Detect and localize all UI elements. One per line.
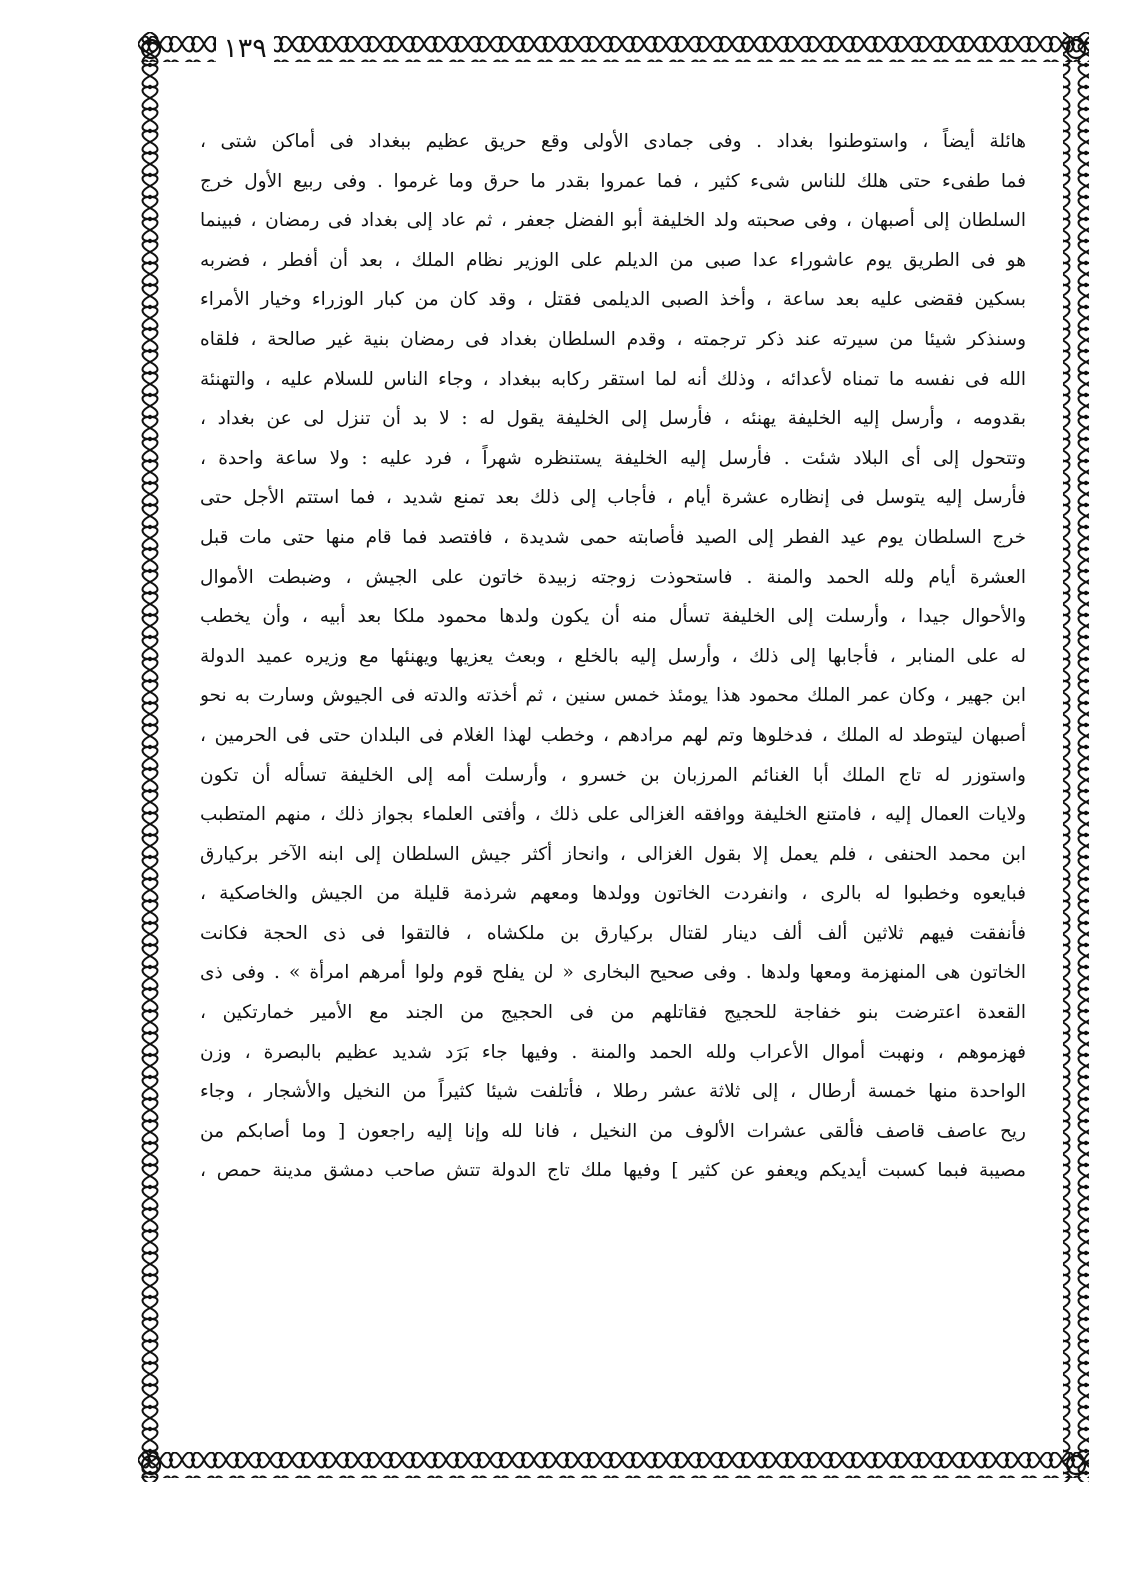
page-number: ١٣٩ <box>216 32 274 66</box>
text-line: فما طفىء حتى هلك للناس شىء كثير ، فما عمروا بقدر ما حرق وما غرموا . وفى ربيع الأول خرج <box>200 170 1026 192</box>
text-line: أصبهان ليتوطد له الملك ، فدخلوها وتم لهم مرادهم ، وخطب لهذا الغلام فى البلدان حتى فى الحرمين ، <box>200 724 1026 746</box>
text-line: الخاتون هى المنهزمة ومعها ولدها . وفى صحيح البخارى « لن يفلح قوم ولوا أمرهم امرأة » . وفى ذى <box>200 962 1026 984</box>
text-line: العشرة أيام ولله الحمد والمنة . فاستحوذت زوجته زبيدة خاتون على الجيش ، وضبطت الأموال <box>200 566 1026 588</box>
text-line: ابن محمد الحنفى ، فلم يعمل إلا بقول الغزالى ، وانحاز أكثر جيش السلطان إلى ابنه الآخر بركيارق <box>200 843 1026 865</box>
text-line: خرج السلطان يوم عيد الفطر إلى الصيد فأصابته حمى شديدة ، فافتصد فما قام منها حتى مات قبل <box>200 526 1026 548</box>
text-line: وتتحول إلى أى البلاد شئت . فأرسل إليه الخليفة يستنظره شهراً ، فرد عليه : ولا ساعة واحدة ، <box>200 447 1026 469</box>
text-line: بقدومه ، وأرسل إليه الخليفة يهنئه ، فأرسل إلى الخليفة يقول له : لا بد أن تنزل لى عن بغداد ، <box>200 408 1026 430</box>
text-line: مصيبة فبما كسبت أيديكم ويعفو عن كثير ] وفيها ملك تاج الدولة تتش صاحب دمشق مدينة حمص ، <box>200 1160 1026 1182</box>
text-line: فأنفقت فيهم ثلاثين ألف ألف دينار لقتال بركيارق بن ملكشاه ، فالتقوا فى ذى الحجة فكانت <box>200 922 1026 944</box>
text-line: له على المنابر ، فأجابها إلى ذلك ، وأرسل إليه بالخلع ، وبعث يعزيها ويهنئها مع وزيره عميد الدولة <box>200 645 1026 667</box>
text-line: ريح عاصف قاصف فألقى عشرات الألوف من النخيل ، فانا لله وإنا إليه راجعون [ وما أصابكم من <box>200 1120 1026 1142</box>
text-line: السلطان إلى أصبهان ، وفى صحبته ولد الخليفة أبو الفضل جعفر ، ثم عاد إلى بغداد فى رمضان ، فبينما <box>200 210 1026 232</box>
text-line: واستوزر له تاج الملك أبا الغنائم المرزبان بن خسرو ، وأرسلت أمه إلى الخليفة تسأله أن تكون <box>200 764 1026 786</box>
page-body-text <box>200 122 1026 1191</box>
text-line: الواحدة منها خمسة أرطال ، إلى ثلاثة عشر رطلا ، فأتلفت شيئا كثيراً من النخيل والأشجار ، وجاء <box>200 1081 1026 1103</box>
text-line: فبايعوه وخطبوا له بالرى ، وانفردت الخاتون وولدها ومعهم شرذمة قليلة من الجيش والخاصكية ، <box>200 883 1026 905</box>
text-line: فهزموهم ، ونهبت أموال الأعراب ولله الحمد والمنة . وفيها جاء بَرَد شديد عظيم بالبصرة ، وزن <box>200 1041 1026 1063</box>
text-line: فأرسل إليه يتوسل فى إنظاره عشرة أيام ، فأجاب إلى ذلك بعد تمنع شديد ، فما استتم الأجل حتى <box>200 487 1026 509</box>
text-line: ابن جهير ، وكان عمر الملك محمود هذا يومئذ خمس سنين ، ثم أخذته والدته فى الجيوش وسارت به نحو <box>200 685 1026 707</box>
text-line: وسنذكر شيئا من سيرته عند ذكر ترجمته ، وقدم السلطان بغداد فى رمضان بنية غير صالحة ، فلقاه <box>200 328 1026 350</box>
text-line: هو فى الطريق يوم عاشوراء عدا صبى من الديلم على الوزير نظام الملك ، بعد أن أفطر ، فضربه <box>200 249 1026 271</box>
text-line: بسكين فقضى عليه بعد ساعة ، وأخذ الصبى الديلمى فقتل ، وقد كان من كبار الوزراء وخيار الأمراء <box>200 289 1026 311</box>
text-line: ولايات العمال إليه ، فامتنع الخليفة ووافقه الغزالى على ذلك ، وأفتى العلماء بجواز ذلك ، منهم المتطبب <box>200 804 1026 826</box>
text-line: الله فى نفسه ما تمناه لأعدائه ، وذلك أنه لما استقر ركابه ببغداد ، وجاء الناس للسلام عليه ، والتهنئة <box>200 368 1026 390</box>
text-line: والأحوال جيدا ، وأرسلت إلى الخليفة تسأل منه أن يكون ولدها محمود ملكا بعد أبيه ، وأن يخطب <box>200 606 1026 628</box>
text-line: هائلة أيضاً ، واستوطنوا بغداد . وفى جمادى الأولى وقع حريق عظيم ببغداد فى أماكن شتى ، <box>200 131 1026 152</box>
text-line: القعدة اعترضت بنو خفاجة للحجيج فقاتلهم من فى الحجيج من الجند مع الأمير خمارتكين ، <box>200 1002 1026 1024</box>
